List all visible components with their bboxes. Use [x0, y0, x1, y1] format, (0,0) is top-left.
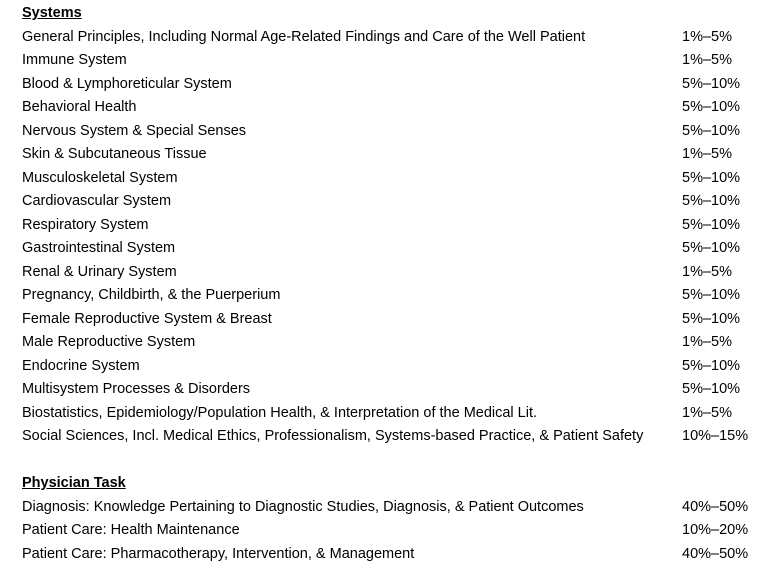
row-label: Social Sciences, Incl. Medical Ethics, Professionalism, Systems-based Practice, & Patient Safety	[22, 428, 644, 444]
section-spacer	[22, 449, 762, 473]
physician-task-heading: Physician Task	[22, 475, 126, 491]
row-percentage: 1%–5%	[682, 334, 732, 350]
list-item	[22, 355, 762, 379]
row-percentage: 5%–10%	[682, 193, 741, 209]
row-percentage: 5%–10%	[682, 310, 741, 327]
list-item	[22, 425, 762, 449]
row-label: Respiratory System	[22, 216, 149, 233]
row-percentage: 1%–5%	[682, 28, 732, 45]
row-percentage: 10%–20%	[682, 522, 749, 538]
list-item	[22, 308, 762, 332]
physician-task-list	[22, 496, 762, 567]
list-item	[22, 96, 762, 120]
row-percentage: 5%–10%	[682, 287, 741, 303]
row-percentage: 5%–10%	[682, 169, 741, 186]
list-item	[22, 519, 762, 543]
row-label: Biostatistics, Epidemiology/Population Health, & Interpretation of the Medical Lit.	[22, 404, 538, 421]
row-percentage: 40%–50%	[682, 498, 749, 515]
list-item	[22, 261, 762, 285]
row-label: Behavioral Health	[22, 99, 137, 115]
row-label: Blood & Lymphoreticular System	[22, 75, 232, 92]
systems-heading: Systems	[22, 5, 82, 21]
row-label: General Principles, Including Normal Age-Related Findings and Care of the Well Patient	[22, 28, 586, 45]
row-percentage: 1%–5%	[682, 263, 732, 280]
list-item	[22, 120, 762, 144]
content-outline	[22, 0, 762, 566]
row-label: Patient Care: Health Maintenance	[22, 522, 240, 538]
row-label: Male Reproductive System	[22, 334, 196, 350]
list-item	[22, 143, 762, 167]
list-item	[22, 378, 762, 402]
row-label: Nervous System & Special Senses	[22, 122, 247, 139]
row-label: Patient Care: Pharmacotherapy, Intervention, & Management	[22, 545, 415, 562]
row-label: Diagnosis: Knowledge Pertaining to Diagnostic Studies, Diagnosis, & Patient Outcomes	[22, 498, 584, 515]
row-percentage: 1%–5%	[682, 52, 732, 68]
list-item	[22, 237, 762, 261]
row-percentage: 5%–10%	[682, 216, 741, 233]
list-item	[22, 214, 762, 238]
list-item	[22, 73, 762, 97]
list-item	[22, 331, 762, 355]
row-label: Gastrointestinal System	[22, 240, 176, 256]
row-label: Multisystem Processes & Disorders	[22, 381, 251, 397]
row-percentage: 5%–10%	[682, 75, 741, 92]
systems-list	[22, 26, 762, 449]
row-label: Female Reproductive System & Breast	[22, 310, 272, 327]
row-percentage: 5%–10%	[682, 357, 741, 374]
row-label: Musculoskeletal System	[22, 169, 178, 186]
row-label: Pregnancy, Childbirth, & the Puerperium	[22, 287, 281, 303]
list-item	[22, 402, 762, 426]
row-label: Cardiovascular System	[22, 193, 172, 209]
row-percentage: 40%–50%	[682, 545, 749, 562]
list-item	[22, 190, 762, 214]
row-percentage: 5%–10%	[682, 99, 741, 115]
row-percentage: 10%–15%	[682, 428, 749, 444]
row-percentage: 5%–10%	[682, 122, 741, 139]
list-item	[22, 496, 762, 520]
list-item	[22, 49, 762, 73]
row-percentage: 1%–5%	[682, 146, 732, 162]
list-item	[22, 167, 762, 191]
list-item	[22, 26, 762, 50]
list-item	[22, 543, 762, 567]
row-label: Immune System	[22, 52, 127, 68]
row-label: Endocrine System	[22, 357, 140, 374]
row-label: Skin & Subcutaneous Tissue	[22, 146, 207, 162]
row-percentage: 1%–5%	[682, 404, 732, 421]
list-item	[22, 284, 762, 308]
row-percentage: 5%–10%	[682, 381, 741, 397]
row-percentage: 5%–10%	[682, 240, 741, 256]
row-label: Renal & Urinary System	[22, 263, 177, 280]
